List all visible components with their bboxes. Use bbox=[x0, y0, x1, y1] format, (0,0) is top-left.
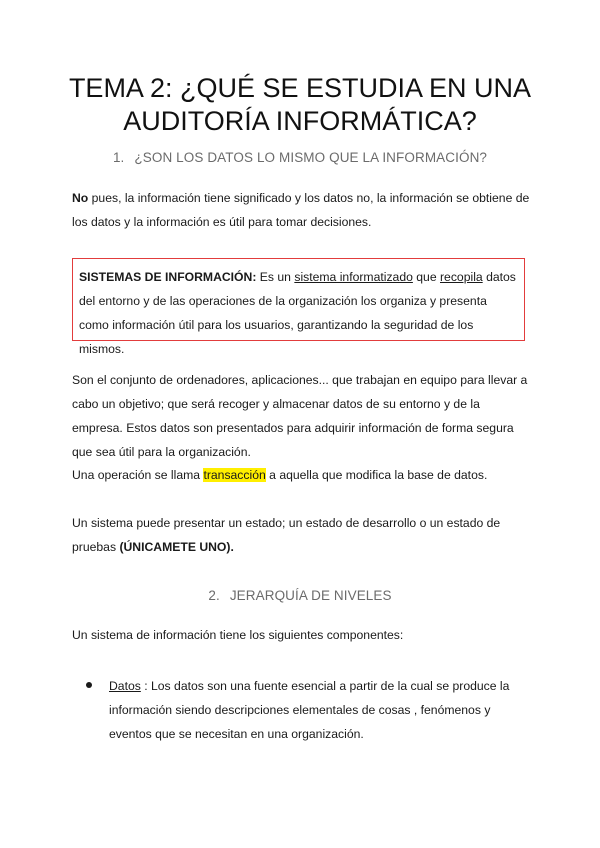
section-1-title: ¿SON LOS DATOS LO MISMO QUE LA INFORMACIÓN? bbox=[134, 150, 488, 165]
bullet-icon bbox=[86, 682, 92, 688]
list-item-text bbox=[109, 674, 530, 746]
definition-text-2: que bbox=[412, 270, 440, 284]
paragraph-text: a aquella que modifica la base de datos. bbox=[265, 468, 488, 482]
paragraph-transaccion bbox=[72, 463, 530, 487]
paragraph-text: pues, la información tiene significado y los datos no, la información se obtiene de los datos y la información es útil para tomar decisiones. bbox=[72, 191, 530, 229]
paragraph-conjunto: Son el conjunto de ordenadores, aplicaciones... que trabajan en equipo para llevar a cabo un objetivo; que será recoger y almacenar datos de su entorno y de la empresa. Estos datos son presentados para adquirir información de forma segura que sea útil para la organización. bbox=[72, 373, 528, 459]
section-2-heading bbox=[0, 588, 600, 603]
term-datos: Datos bbox=[109, 679, 141, 693]
page-title: TEMA 2: ¿QUÉ SE ESTUDIA EN UNA AUDITORÍA INFORMÁTICA? bbox=[68, 73, 532, 136]
section-1-heading bbox=[0, 150, 600, 165]
paragraph-bold-no: No bbox=[72, 191, 89, 205]
list-item bbox=[90, 674, 530, 746]
section-1-number: 1. bbox=[112, 150, 125, 165]
paragraph-bold-unico: (ÚNICAMETE UNO). bbox=[119, 540, 234, 554]
paragraph-text: Un sistema puede presentar un estado; un estado de desarrollo o un estado de pruebas bbox=[72, 516, 501, 554]
definition-label: SISTEMAS DE INFORMACIÓN: bbox=[79, 270, 257, 284]
paragraph-text: Una operación se llama bbox=[72, 468, 204, 482]
paragraph-componentes: Un sistema de información tiene los siguientes componentes: bbox=[72, 628, 404, 642]
paragraph-datos-informacion bbox=[72, 186, 530, 234]
list-item-description: : Los datos son una fuente esencial a partir de la cual se produce la información siendo descripciones elementales de cosas , fenómenos y eventos que se necesitan en una organización. bbox=[109, 679, 510, 741]
section-2-number: 2. bbox=[208, 588, 220, 603]
definition-text-3: datos del entorno y de las operaciones de la organización los organiza y presenta como información útil para los usuarios, garantizando la seguridad de los mismos. bbox=[79, 270, 516, 356]
paragraph-estado bbox=[72, 511, 530, 559]
term-recopila: recopila bbox=[440, 270, 483, 284]
definition-text-1: Es un bbox=[256, 270, 295, 284]
definition-box bbox=[72, 258, 525, 356]
term-sistema-informatizado: sistema informatizado bbox=[294, 270, 413, 284]
section-2-title: JERARQUÍA DE NIVELES bbox=[229, 588, 392, 603]
highlighted-term: transacción bbox=[203, 468, 266, 482]
